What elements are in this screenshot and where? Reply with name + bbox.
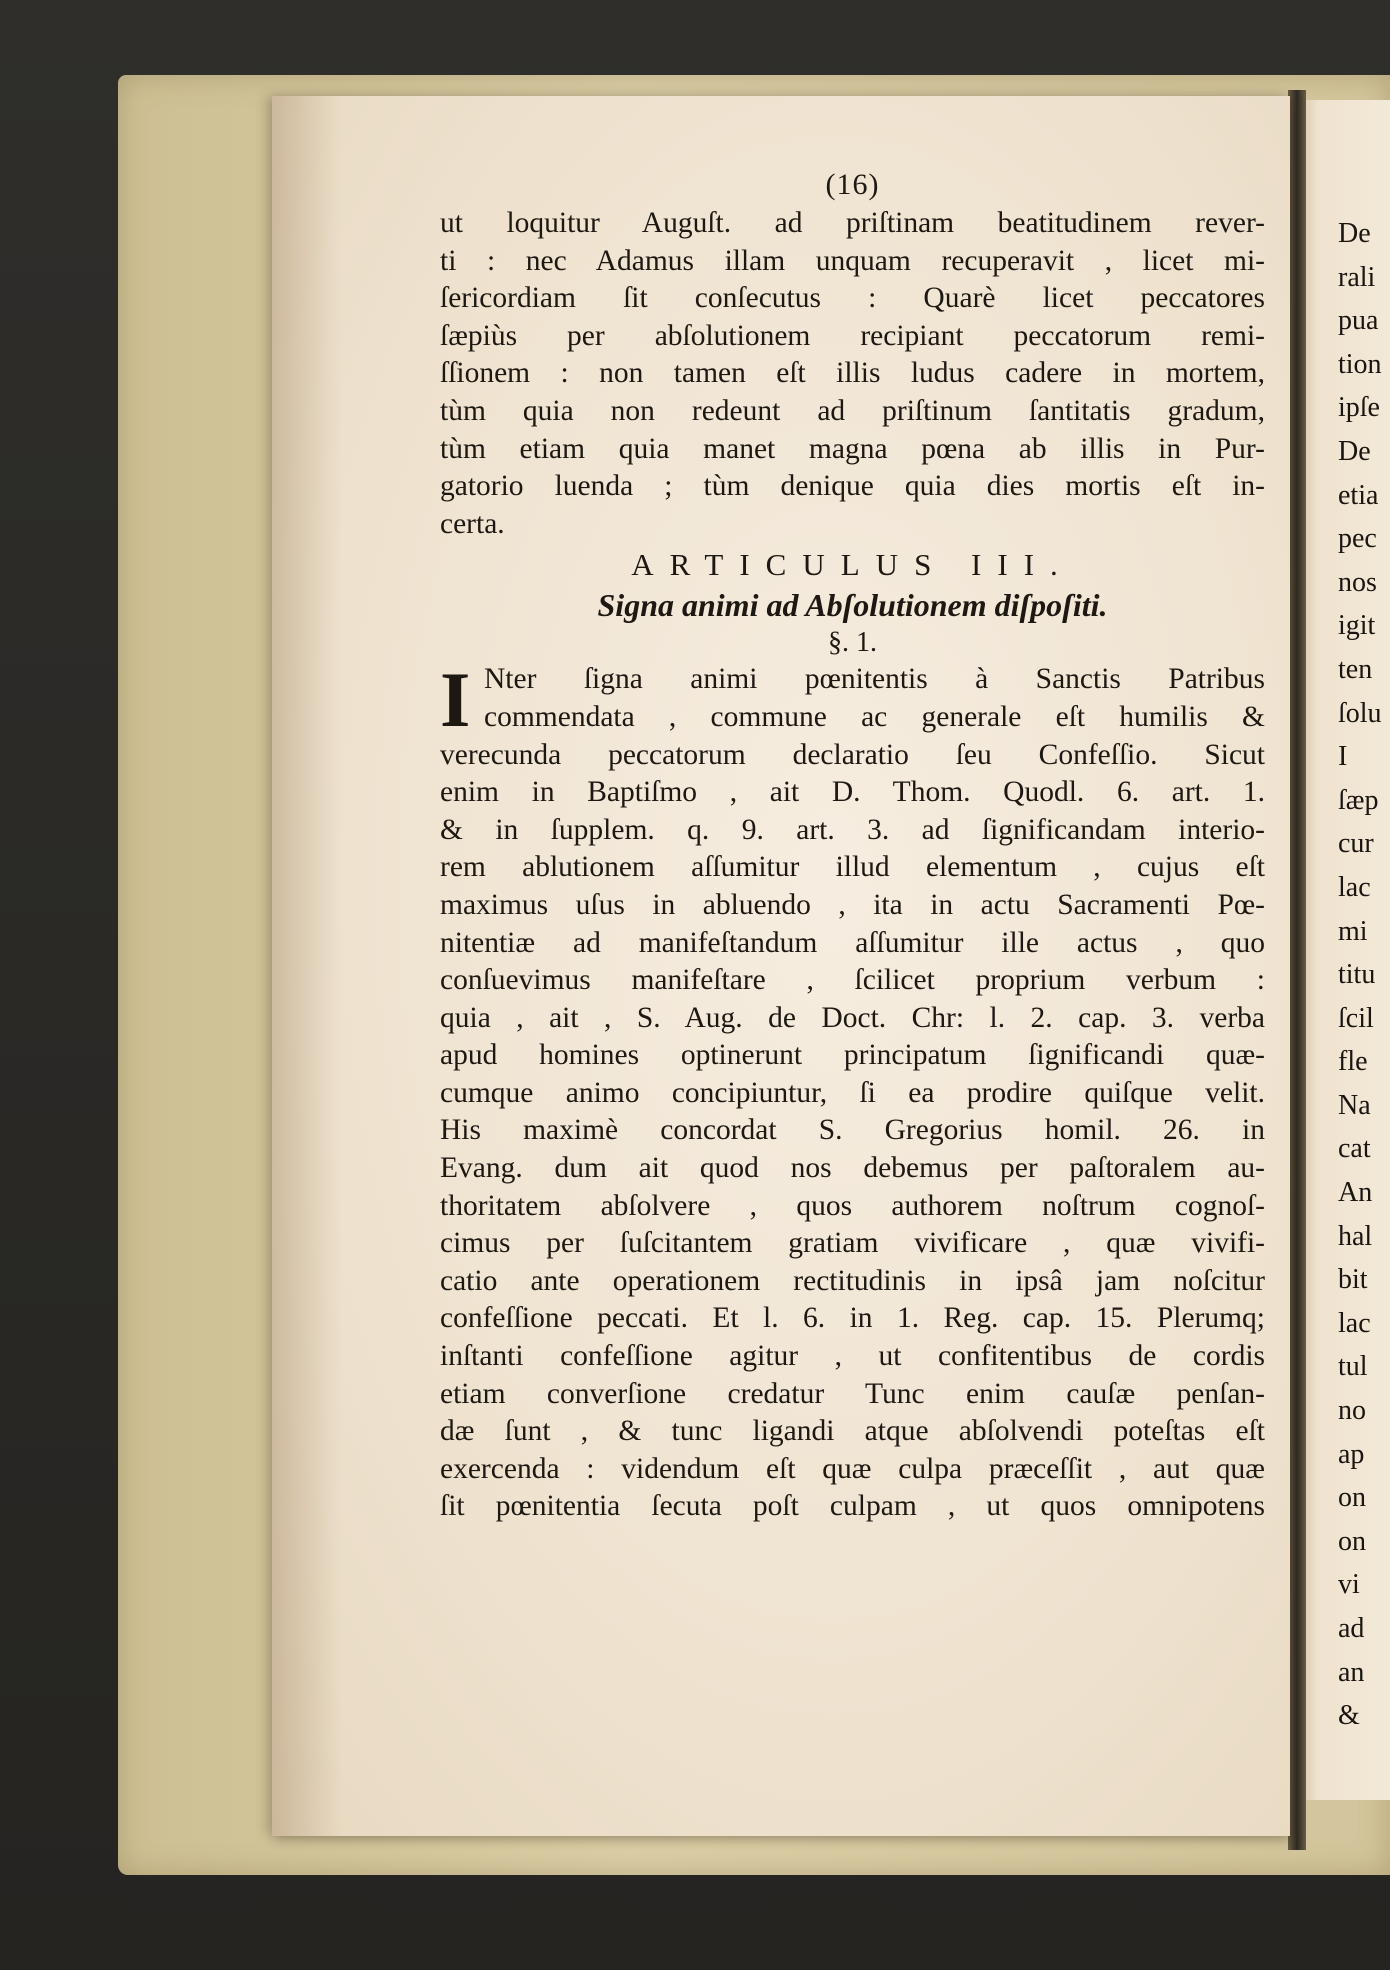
facing-page-fragment: cur bbox=[1338, 828, 1374, 860]
text-line: cimus per ſuſcitantem gratiam vivificare , quæ vivifi- bbox=[440, 1227, 1265, 1260]
page-number: (16) bbox=[825, 168, 880, 201]
text-line: Nter ſigna animi pœnitentis à Sanctis Patribus bbox=[484, 663, 1265, 696]
text-line: ſericordiam ſit conſecutus : Quarè licet peccatores bbox=[440, 282, 1265, 315]
text-line: etiam converſione credatur Tunc enim cauſæ penſan- bbox=[440, 1377, 1265, 1410]
text-line: His maximè concordat S. Gregorius homil. 26. in bbox=[440, 1114, 1265, 1147]
article-heading: ARTICULUS III. bbox=[631, 547, 1074, 583]
text-line: ut loquitur Auguſt. ad priſtinam beatitudinem rever- bbox=[440, 207, 1265, 239]
text-line: commendata , commune ac generale eſt humilis & bbox=[484, 700, 1265, 733]
facing-page-fragment: titu bbox=[1338, 959, 1376, 991]
facing-page-fragment: vi bbox=[1338, 1569, 1360, 1601]
book-gutter bbox=[1288, 90, 1306, 1850]
facing-page-fragment: De bbox=[1338, 435, 1371, 467]
facing-page-fragment: pec bbox=[1338, 523, 1377, 555]
facing-page-fragment: ſolu bbox=[1338, 697, 1382, 729]
text-line: enim in Baptiſmo , ait D. Thom. Quodl. 6. art. 1. bbox=[440, 776, 1265, 809]
page-text-block bbox=[440, 165, 1265, 1526]
facing-page-fragment: ipſe bbox=[1338, 392, 1380, 424]
facing-page-fragment: an bbox=[1338, 1656, 1365, 1688]
paragraph-lines bbox=[440, 737, 1265, 1526]
facing-page-fragment: De bbox=[1338, 218, 1371, 249]
section-mark: §. 1. bbox=[828, 627, 877, 659]
facing-page-fragment: igit bbox=[1338, 610, 1376, 642]
facing-page-fragment: etia bbox=[1338, 479, 1379, 511]
text-line: catio ante operationem rectitudinis in ipsâ jam noſcitur bbox=[440, 1264, 1265, 1297]
facing-page-fragment: mi bbox=[1338, 915, 1368, 947]
facing-page-fragment: tion bbox=[1338, 348, 1382, 380]
facing-page-fragment: ſcil bbox=[1338, 1002, 1374, 1034]
facing-page-fragment: ſæp bbox=[1338, 784, 1379, 816]
text-line: quia , ait , S. Aug. de Doct. Chr: l. 2. cap. 3. verba bbox=[440, 1001, 1265, 1034]
text-line: maximus uſus in abluendo , ita in actu Sacramenti Pœ- bbox=[440, 888, 1265, 921]
text-line: apud homines optinerunt principatum ſignificandi quæ- bbox=[440, 1039, 1265, 1072]
facing-page-fragment: lac bbox=[1338, 1307, 1371, 1339]
text-line: certa. bbox=[440, 507, 505, 540]
facing-page-fragment: ap bbox=[1338, 1438, 1365, 1470]
facing-page-fragment: I bbox=[1338, 741, 1348, 773]
text-line: verecunda peccatorum declaratio ſeu Confeſſio. Sicut bbox=[440, 738, 1265, 771]
text-line: tùm quia non redeunt ad priſtinum ſantitatis gradum, bbox=[440, 394, 1265, 427]
paragraph bbox=[440, 656, 1265, 1526]
facing-page-fragment: rali bbox=[1338, 261, 1376, 293]
text-line: ſit pœnitentia ſecuta poſt culpam , ut quos omnipotens bbox=[440, 1490, 1265, 1523]
facing-page-fragment: bit bbox=[1338, 1264, 1368, 1296]
text-line: conſuevimus manifeſtare , ſcilicet proprium verbum : bbox=[440, 964, 1265, 997]
facing-page-fragment: on bbox=[1338, 1482, 1366, 1514]
text-line: confeſſione peccati. Et l. 6. in 1. Reg. cap. 15. Plerumq; bbox=[440, 1302, 1265, 1335]
facing-page-fragment: An bbox=[1338, 1177, 1373, 1209]
text-line: inſtanti confeſſione agitur , ut confitentibus de cordis bbox=[440, 1340, 1265, 1373]
text-line: tùm etiam quia manet magna pœna ab illis in Pur- bbox=[440, 432, 1265, 465]
facing-page-edge bbox=[1300, 100, 1390, 1800]
text-line: nitentiæ ad manifeſtandum aſſumitur ille actus , quo bbox=[440, 926, 1265, 959]
text-line: ſſionem : non tamen eſt illis ludus cadere in mortem, bbox=[440, 357, 1265, 390]
text-line: gatorio luenda ; tùm denique quia dies mortis eſt in- bbox=[440, 470, 1265, 503]
facing-page-fragment: ad bbox=[1338, 1613, 1365, 1644]
facing-page-fragment: cat bbox=[1338, 1133, 1371, 1165]
text-line: ti : nec Adamus illam unquam recuperavit , licet mi- bbox=[440, 244, 1265, 277]
facing-page-fragment: fle bbox=[1338, 1046, 1368, 1078]
text-line: dæ ſunt , & tunc ligandi atque abſolvendi poteſtas eſt bbox=[440, 1415, 1265, 1448]
facing-page-fragment: hal bbox=[1338, 1220, 1373, 1252]
continued-text bbox=[440, 205, 1265, 543]
facing-page-fragment: nos bbox=[1338, 566, 1377, 598]
text-line: rem ablutionem aſſumitur illud elementum , cujus eſt bbox=[440, 851, 1265, 884]
facing-page-fragment: tul bbox=[1338, 1351, 1368, 1383]
text-line: exercenda : videndum eſt quæ culpa præceſſit , aut quæ bbox=[440, 1452, 1265, 1485]
text-line: Evang. dum ait quod nos debemus per paſtoralem au- bbox=[440, 1152, 1265, 1185]
facing-page-text bbox=[1338, 212, 1390, 1738]
facing-page-fragment: no bbox=[1338, 1395, 1366, 1427]
text-line: & in ſupplem. q. 9. art. 3. ad ſignificandam interio- bbox=[440, 813, 1265, 846]
facing-page-fragment: on bbox=[1338, 1525, 1366, 1557]
facing-page-fragment: & bbox=[1338, 1700, 1360, 1732]
paragraph-first-lines bbox=[440, 656, 1265, 744]
text-line: cumque animo concipiuntur, ſi ea prodire quiſque velit. bbox=[440, 1076, 1265, 1109]
article-subheading: Signa animi ad Abſolutionem diſpoſiti. bbox=[597, 587, 1108, 624]
facing-page-fragment: lac bbox=[1338, 871, 1371, 903]
text-line: thoritatem abſolvere , quos authorem noſtrum cognoſ- bbox=[440, 1189, 1265, 1222]
facing-page-fragment: pua bbox=[1338, 305, 1379, 337]
drop-cap: I bbox=[440, 656, 471, 744]
facing-page-fragment: ten bbox=[1338, 653, 1373, 685]
facing-page-fragment: Na bbox=[1338, 1089, 1371, 1121]
text-line: ſæpiùs per abſolutionem recipiant peccatorum remi- bbox=[440, 319, 1265, 352]
